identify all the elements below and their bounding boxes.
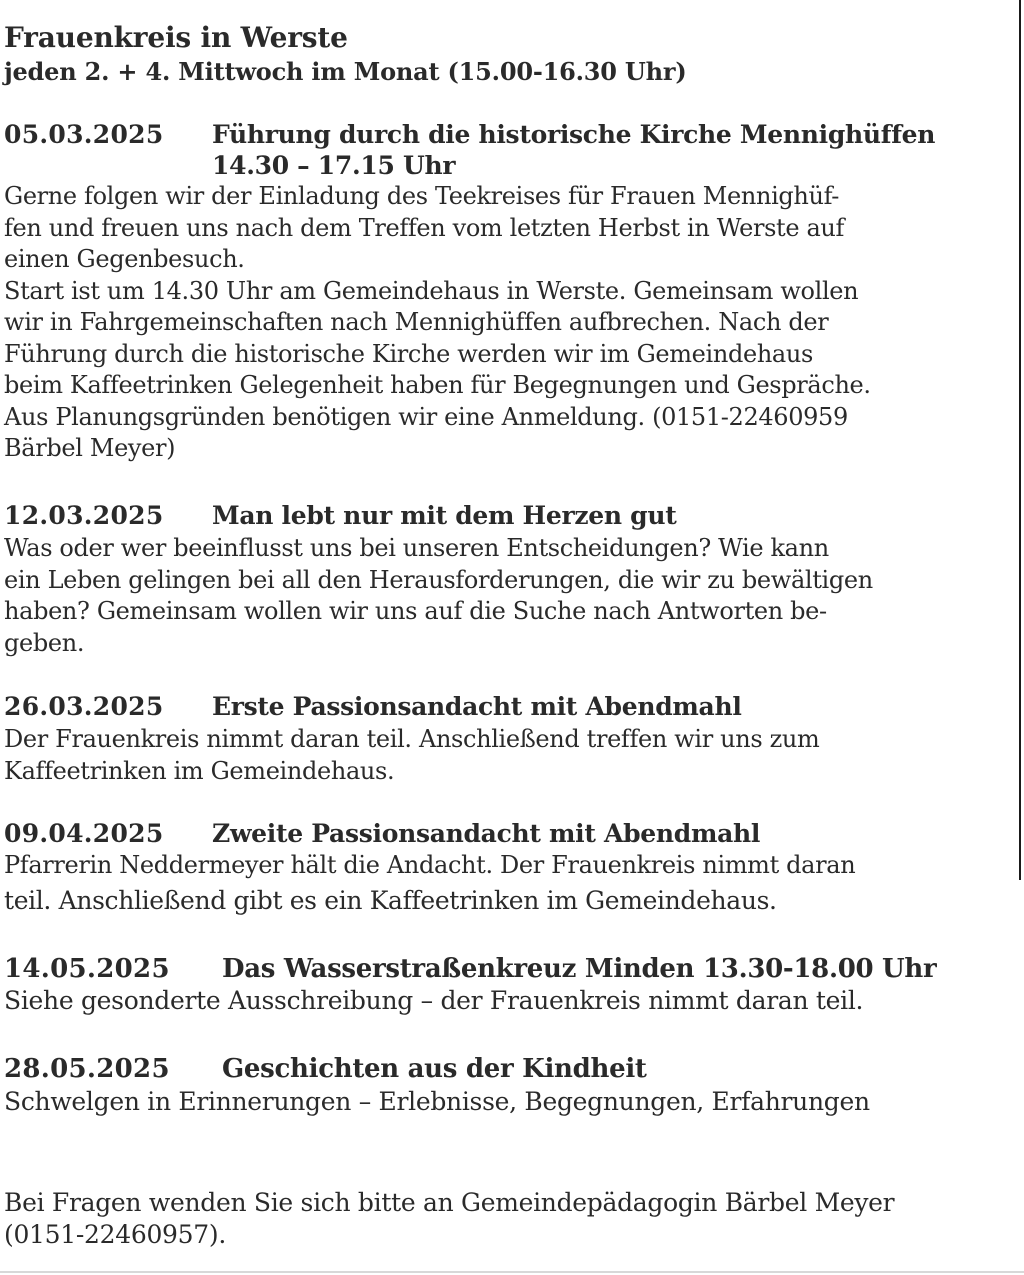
description-line: Siehe gesonderte Ausschreibung – der Frauenkreis nimmt daran teil. <box>4 986 864 1015</box>
event-description <box>4 533 873 659</box>
event-description <box>4 724 819 787</box>
bottom-border-line <box>0 1271 1024 1273</box>
description-line: Führung durch die historische Kirche werden wir im Gemeindehaus <box>4 339 813 368</box>
description-line: Kaffeetrinken im Gemeindehaus. <box>4 756 395 785</box>
event-date: 12.03.2025 <box>4 501 164 530</box>
description-line: Schwelgen in Erinnerungen – Erlebnisse, Begegnungen, Erfahrungen <box>4 1087 870 1116</box>
event-heading: Führung durch die historische Kirche Mennighüffen <box>212 120 936 149</box>
description-line: Pfarrerin Neddermeyer hält die Andacht. Der Frauenkreis nimmt daran <box>4 851 856 879</box>
event-heading: Geschichten aus der Kindheit <box>222 1054 647 1084</box>
description-line: wir in Fahrgemeinschaften nach Mennighüffen aufbrechen. Nach der <box>4 308 829 336</box>
event-description <box>4 181 871 465</box>
schedule-subtitle: jeden 2. + 4. Mittwoch im Monat (15.00-16.30 Uhr) <box>4 57 687 86</box>
event-date: 09.04.2025 <box>4 819 164 848</box>
event-date: 05.03.2025 <box>4 120 164 149</box>
event-description <box>4 985 863 1017</box>
page-title: Frauenkreis in Werste <box>4 21 348 54</box>
contact-note <box>4 1187 894 1250</box>
event-heading: Das Wasserstraßenkreuz Minden 13.30-18.00 Uhr <box>222 954 937 984</box>
event-description <box>4 850 855 916</box>
description-line: Der Frauenkreis nimmt daran teil. Anschließend treffen wir uns zum <box>4 725 820 753</box>
description-line: geben. <box>4 628 85 657</box>
event-description <box>4 1086 870 1118</box>
description-line: fen und freuen uns nach dem Treffen vom letzten Herbst in Werste auf <box>4 213 845 242</box>
event-heading: Zweite Passionsandacht mit Abendmahl <box>212 819 761 848</box>
description-line: Gerne folgen wir der Einladung des Teekreises für Frauen Mennighüf- <box>4 182 840 210</box>
description-line: Was oder wer beeinflusst uns bei unseren Entscheidungen? Wie kann <box>4 534 829 562</box>
description-line: haben? Gemeinsam wollen wir uns auf die Suche nach Antworten be- <box>4 597 827 625</box>
event-heading: Erste Passionsandacht mit Abendmahl <box>212 692 742 721</box>
contact-line: Bei Fragen wenden Sie sich bitte an Gemeindepädagogin Bärbel Meyer <box>4 1188 895 1217</box>
event-date: 14.05.2025 <box>4 954 170 984</box>
event-time: 14.30 – 17.15 Uhr <box>212 151 456 180</box>
description-line: einen Gegenbesuch. <box>4 245 245 273</box>
description-line: teil. Anschließend gibt es ein Kaffeetrinken im Gemeindehaus. <box>4 885 777 915</box>
right-border-line <box>1019 0 1021 880</box>
contact-line: (0151-22460957). <box>4 1219 226 1249</box>
description-line: ein Leben gelingen bei all den Herausforderungen, die wir zu bewältigen <box>4 565 873 594</box>
description-line: Aus Planungsgründen benötigen wir eine Anmeldung. (0151-22460959 <box>4 402 848 431</box>
event-heading: Man lebt nur mit dem Herzen gut <box>212 501 677 530</box>
description-line: Start ist um 14.30 Uhr am Gemeindehaus in Werste. Gemeinsam wollen <box>4 276 859 305</box>
description-line: Bärbel Meyer) <box>4 434 176 462</box>
event-date: 28.05.2025 <box>4 1054 170 1084</box>
event-date: 26.03.2025 <box>4 692 164 721</box>
description-line: beim Kaffeetrinken Gelegenheit haben für Begegnungen und Gespräche. <box>4 371 871 399</box>
